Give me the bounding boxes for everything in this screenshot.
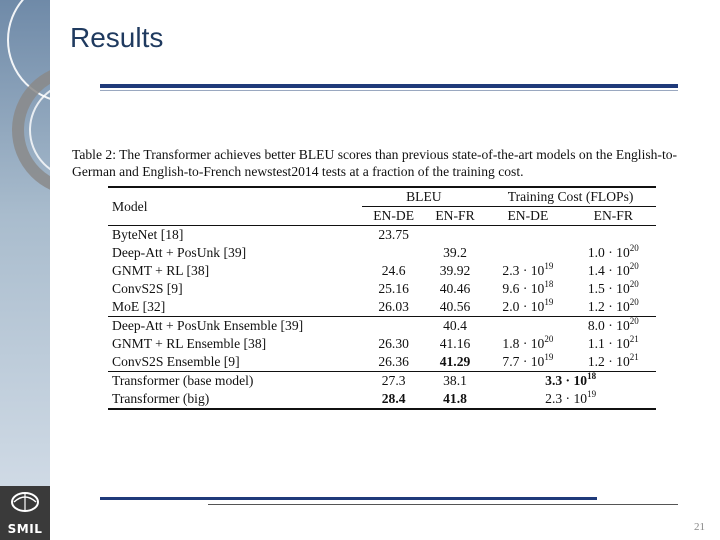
bleu-en-de [362, 244, 424, 262]
footer-rule-thin [208, 504, 678, 505]
bleu-en-fr: 41.16 [439, 336, 471, 351]
cost-en-fr: $1.5 \cdot 10^{20}$ [587, 279, 639, 296]
cost-en-fr: $1.0 \cdot 10^{20}$ [587, 243, 639, 260]
sidebar-decoration [0, 0, 50, 540]
bleu-en-de: 26.36 [378, 354, 409, 369]
footer-rule [100, 497, 597, 500]
header-cost-en-de: EN-DE [507, 208, 549, 223]
cost-en-fr: $1.1 \cdot 10^{21}$ [587, 334, 639, 351]
bleu-en-fr: 40.46 [439, 281, 471, 296]
header-model: Model [108, 187, 362, 226]
cost-en-de: $7.7 \cdot 10^{19}$ [502, 352, 554, 369]
title-underline-thin [100, 90, 678, 91]
header-bleu-en-de: EN-DE [373, 208, 415, 223]
model-name: Transformer (base model) [108, 372, 362, 391]
bleu-en-de [362, 317, 424, 336]
bleu-en-de: 28.4 [362, 390, 424, 409]
model-name: Deep-Att + PosUnk Ensemble [39] [108, 317, 362, 336]
header-cost-en-fr: EN-FR [593, 208, 633, 223]
page-number: 21 [694, 521, 705, 533]
model-name: GNMT + RL [38] [112, 263, 210, 278]
bleu-en-fr: 41.8 [425, 390, 485, 409]
model-name: Deep-Att + PosUnk [39] [112, 245, 247, 260]
table-caption: Table 2: The Transformer achieves better BLEU scores than previous state-of-the-art models on the English-to-German and English-to-French newstest2014 tests at a fraction of the training cost. [72, 147, 678, 179]
model-name: Transformer (big) [108, 390, 362, 409]
model-name: ConvS2S Ensemble [9] [112, 354, 240, 369]
table-row [108, 353, 656, 372]
cost-en-fr [571, 226, 656, 245]
logo-text: SMIL [7, 522, 43, 536]
decorative-circles [0, 0, 50, 486]
cost-en-fr: $1.2 \cdot 10^{20}$ [587, 297, 639, 314]
smil-logo [0, 486, 50, 540]
bleu-en-de: 27.3 [362, 372, 424, 391]
table-row-transformer-big [108, 390, 656, 409]
bleu-en-de: 25.16 [378, 281, 409, 296]
table-row-transformer-base [108, 372, 656, 391]
cost-en-fr: $8.0 \cdot 10^{20}$ [571, 317, 656, 336]
title-underline [100, 84, 678, 88]
brain-icon [0, 486, 50, 514]
bleu-en-fr: 40.56 [439, 299, 471, 314]
model-name: ByteNet [18] [108, 226, 362, 245]
header-bleu: BLEU [362, 187, 485, 207]
bleu-en-de: 23.75 [362, 226, 424, 245]
cost-en-de: $9.6 \cdot 10^{18}$ [502, 279, 554, 296]
bleu-en-de: 26.30 [378, 336, 409, 351]
table-row [108, 317, 656, 336]
cost-en-de [485, 244, 570, 262]
bleu-en-fr: 39.2 [443, 245, 467, 260]
table-row [108, 244, 656, 262]
cost-en-de: $2.3 \cdot 10^{19}$ [502, 261, 554, 278]
bleu-en-fr: 41.29 [439, 354, 471, 369]
slide-title: Results [70, 22, 164, 53]
bleu-en-fr: 38.1 [425, 372, 485, 391]
cost-en-fr: $1.2 \cdot 10^{21}$ [587, 352, 639, 369]
cost-en-fr: $1.4 \cdot 10^{20}$ [587, 261, 639, 278]
table-row [108, 280, 656, 298]
training-cost: $2.3 \cdot 10^{19}$ [485, 390, 656, 409]
bleu-en-fr [425, 226, 485, 245]
bleu-en-de: 24.6 [381, 263, 406, 278]
training-cost: $3.3 \cdot 10^{18}$ [485, 372, 656, 391]
model-name: ConvS2S [9] [112, 281, 183, 296]
table-row [108, 335, 656, 353]
table-row [108, 226, 656, 245]
results-table [108, 186, 656, 410]
cost-en-de: $2.0 \cdot 10^{19}$ [502, 297, 554, 314]
bleu-en-fr: 40.4 [425, 317, 485, 336]
model-name: MoE [32] [112, 299, 166, 314]
header-bleu-en-fr: EN-FR [435, 208, 475, 223]
table-header-row [108, 187, 656, 207]
model-name: GNMT + RL Ensemble [38] [112, 336, 267, 351]
cost-en-de [485, 226, 570, 245]
table-row [108, 262, 656, 280]
cost-en-de: $1.8 \cdot 10^{20}$ [502, 334, 554, 351]
table-row [108, 298, 656, 317]
bleu-en-de: 26.03 [378, 299, 409, 314]
cost-en-de [485, 317, 570, 336]
header-training-cost: Training Cost (FLOPs) [485, 187, 656, 207]
bleu-en-fr: 39.92 [439, 263, 471, 278]
